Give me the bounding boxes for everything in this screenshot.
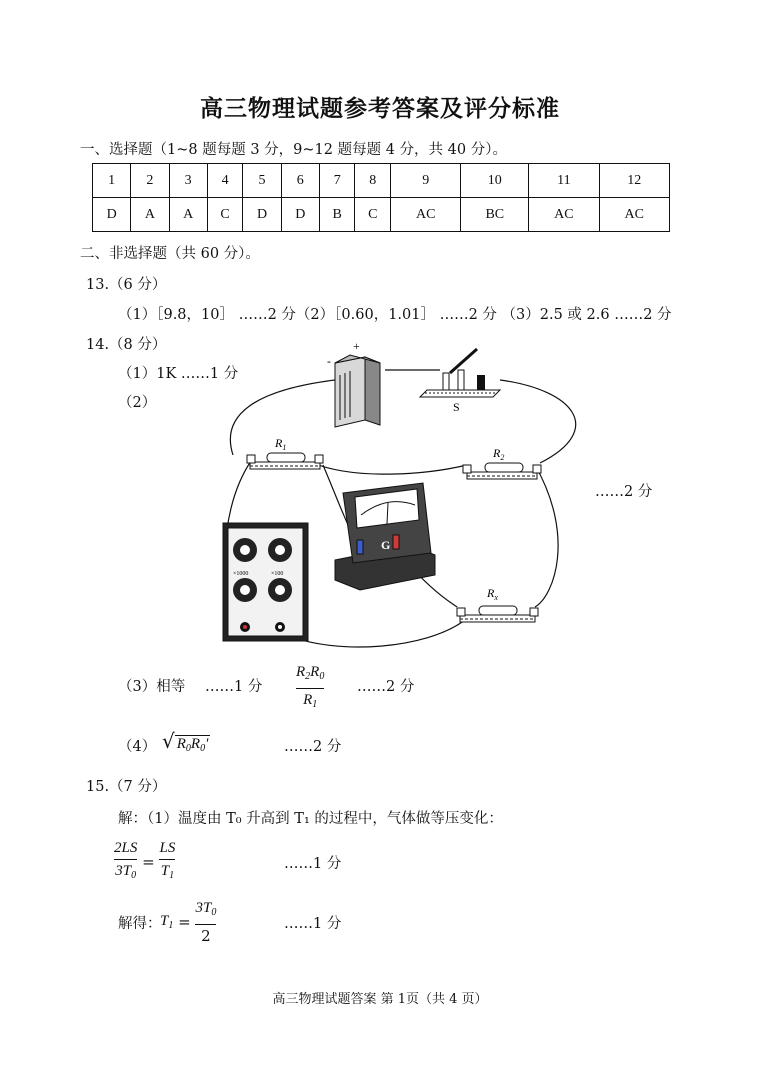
question-number-cell: 3 <box>169 164 207 198</box>
q15-result-label: 解得： <box>118 916 162 932</box>
formula-r1: R <box>303 692 313 708</box>
formula-r1-sub: 1 <box>312 699 318 710</box>
answer-cell: D <box>93 198 131 232</box>
switch-label: S <box>453 400 460 414</box>
q13-label: 13.（6 分） <box>86 277 167 293</box>
section1-heading: 一、选择题（1~8 题每题 3 分，9~12 题每题 4 分，共 40 分）。 <box>80 142 507 158</box>
eq2-num: 3T <box>195 900 212 916</box>
question-number-cell: 5 <box>243 164 281 198</box>
r2-subscript: 2 <box>500 453 505 462</box>
answer-cell: A <box>131 198 169 232</box>
rx-subscript: x <box>494 593 498 602</box>
eq2-lhs-sub: 1 <box>168 920 174 931</box>
galvanometer-symbol: G <box>381 538 391 552</box>
q14-part4-score: ……2 分 <box>284 739 342 755</box>
box-x100-label: ×100 <box>271 571 284 577</box>
q14-part4-formula: √ $R_0R_0'$ <box>162 729 209 754</box>
q15-label: 15.（7 分） <box>86 779 167 795</box>
answer-row <box>93 198 670 232</box>
battery-plus-label: + <box>353 339 360 353</box>
sqrt-r0-a: R <box>176 736 186 752</box>
sqrt-r0-a-sub: 0 <box>185 743 191 754</box>
question-number-cell: 1 <box>93 164 131 198</box>
answer-cell: C <box>355 198 391 232</box>
svg-text:R1 <box>274 436 286 452</box>
q14-part2: （2） <box>118 395 157 411</box>
formula-r0: R <box>310 664 320 680</box>
question-number-cell: 4 <box>207 164 243 198</box>
formula-r2: R <box>296 664 306 680</box>
answer-cell: A <box>169 198 207 232</box>
sqrt-prime: ' <box>205 736 209 752</box>
r2-label: R <box>493 446 501 460</box>
eq2-num-sub: 0 <box>211 907 217 918</box>
question-number-cell: 6 <box>281 164 319 198</box>
question-number-cell: 7 <box>319 164 355 198</box>
resistance-box <box>223 523 308 641</box>
eq1-rhs-den-sub: 1 <box>169 870 175 881</box>
r1-label: R <box>275 436 283 450</box>
circuit-diagram <box>195 335 595 655</box>
answer-cell: B <box>319 198 355 232</box>
question-number-cell: 8 <box>355 164 391 198</box>
formula-r0-sub: 0 <box>319 671 325 682</box>
svg-text:Rx <box>486 586 498 602</box>
formula-r2-sub: 2 <box>305 671 311 682</box>
q15-eq1-score: ……1 分 <box>284 856 342 872</box>
q14-diagram-score: ……2 分 <box>595 484 653 500</box>
switch <box>420 349 500 414</box>
question-number-row <box>93 164 670 198</box>
question-number-cell: 2 <box>131 164 169 198</box>
question-number-cell: 9 <box>391 164 461 198</box>
q14-label: 14.（8 分） <box>86 337 167 353</box>
q15-eq1: $\frac{2LS}{3T_0}$ = $\frac{LS}{T_1}$ <box>114 840 176 881</box>
eq1-lhs-num: 2LS <box>114 840 138 856</box>
answer-cell: C <box>207 198 243 232</box>
box-x1000-label: ×1000 <box>233 571 249 577</box>
q14-part3-score1: ……1 分 <box>205 679 263 695</box>
q15-solution-intro: 解：（1）温度由 T₀ 升高到 T₁ 的过程中，气体做等压变化： <box>118 811 503 827</box>
eq1-rhs-num: LS <box>159 840 176 856</box>
r1-subscript: 1 <box>282 443 287 452</box>
page-footer: 高三物理试题答案 第 1页（共 4 页） <box>272 992 488 1007</box>
answer-cell: AC <box>529 198 599 232</box>
eq2-lhs: T <box>160 913 169 929</box>
question-number-cell: 10 <box>461 164 529 198</box>
eq1-rhs-den: T <box>160 863 170 879</box>
answer-cell: AC <box>599 198 669 232</box>
svg-text:R2 <box>492 446 504 462</box>
eq1-lhs-den-sub: 0 <box>131 870 137 881</box>
eq2-den: 2 <box>201 927 211 945</box>
question-number-cell: 11 <box>529 164 599 198</box>
answer-cell: AC <box>391 198 461 232</box>
resistor-r1 <box>247 436 323 469</box>
resistor-r2 <box>463 446 541 479</box>
answer-cell: D <box>243 198 281 232</box>
resistor-rx <box>457 586 538 622</box>
eq1-lhs-den: 3T <box>115 863 132 879</box>
galvanometer <box>335 483 435 590</box>
q14-part3-score2: ……2 分 <box>357 679 415 695</box>
q14-part1: （1）1K ……1 分 <box>118 366 239 382</box>
battery-minus-label: - <box>327 354 331 368</box>
sqrt-r0-b: R <box>190 736 201 752</box>
q14-part3-formula <box>296 662 324 715</box>
q14-part4: （4） <box>118 739 157 755</box>
answer-cell: BC <box>461 198 529 232</box>
rx-label: R <box>487 586 495 600</box>
q15-eq2-score: ……1 分 <box>284 916 342 932</box>
q13-answer-line: （1）［9.8，10］ ……2 分（2）［0.60，1.01］ ……2 分 （3）2.5 或 2.6 ……2 分 <box>118 307 672 323</box>
question-number-cell: 12 <box>599 164 669 198</box>
q14-part3: （3）相等 <box>118 679 186 695</box>
battery <box>327 339 380 427</box>
section2-heading: 二、非选择题（共 60 分）。 <box>80 246 260 262</box>
page-title: 高三物理试题参考答案及评分标准 <box>200 96 560 122</box>
q15-eq2: $T_1$ = $\frac{3T_0}{2}$ <box>160 900 217 945</box>
sqrt-r0-b-sub: 0 <box>200 743 206 754</box>
answer-cell: D <box>281 198 319 232</box>
answer-table <box>92 163 670 232</box>
